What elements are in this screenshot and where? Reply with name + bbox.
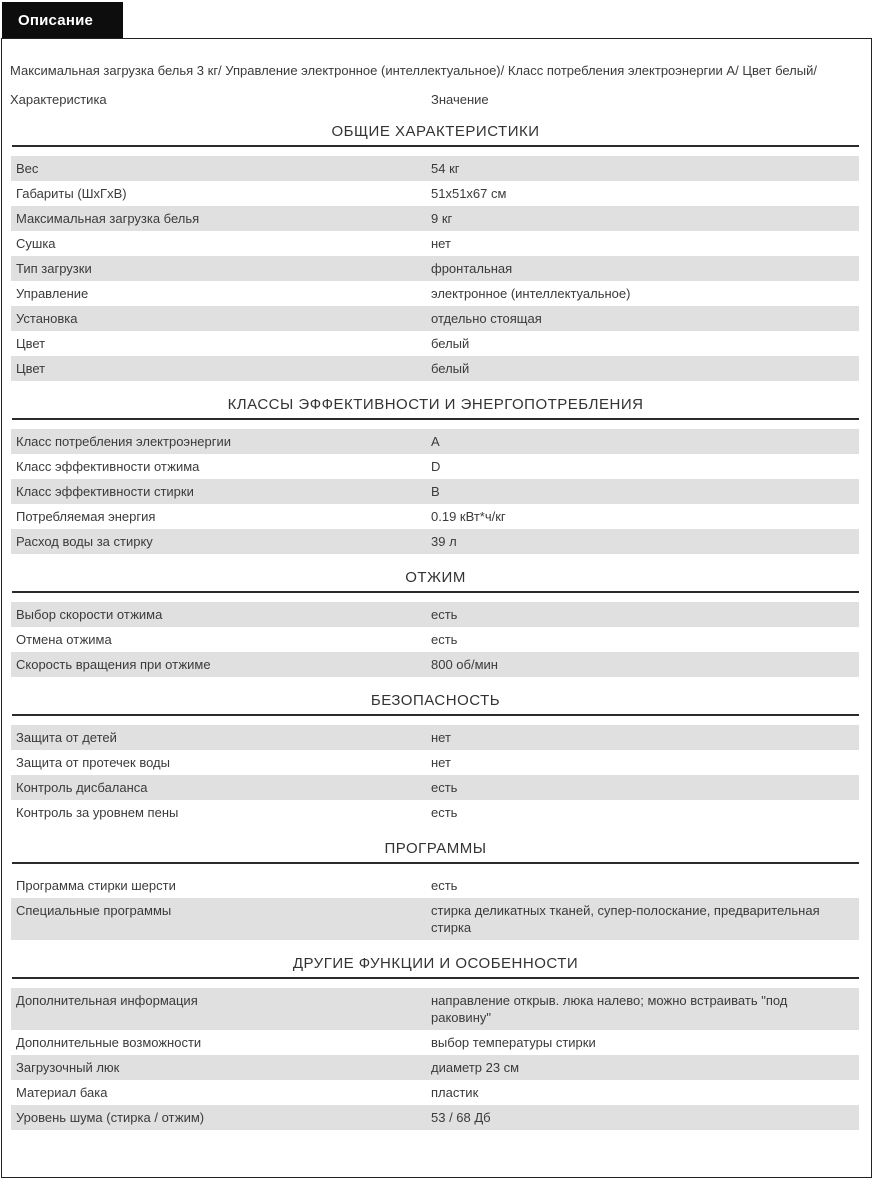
table-row bbox=[11, 206, 859, 231]
table-row bbox=[11, 750, 859, 775]
row-value: 800 об/мин bbox=[431, 657, 498, 672]
row-value: нет bbox=[431, 730, 451, 745]
row-value: отдельно стоящая bbox=[431, 311, 542, 326]
section-title: ДРУГИЕ ФУНКЦИИ И ОСОБЕННОСТИ bbox=[12, 956, 859, 979]
table-row bbox=[11, 873, 859, 898]
row-value: фронтальная bbox=[431, 261, 513, 276]
section-general-characteristics bbox=[2, 124, 871, 381]
row-value: D bbox=[431, 459, 441, 474]
row-value: 39 л bbox=[431, 534, 457, 549]
section-programs bbox=[2, 841, 871, 940]
section-other-features bbox=[2, 956, 871, 1130]
section-rows bbox=[11, 988, 859, 1130]
row-label: Управление bbox=[16, 286, 89, 301]
row-value: нет bbox=[431, 755, 451, 770]
description-panel bbox=[1, 38, 872, 1178]
row-value: стирка деликатных тканей, супер-полоскание, предварительная стирка bbox=[431, 903, 820, 935]
product-summary: Максимальная загрузка белья 3 кг/ Управление электронное (интеллектуальное)/ Класс потребления электроэнергии А/ Цвет белый/ bbox=[10, 63, 817, 78]
row-label: Расход воды за стирку bbox=[16, 534, 153, 549]
row-label: Материал бака bbox=[16, 1085, 108, 1100]
section-rows bbox=[11, 725, 859, 825]
row-value: есть bbox=[431, 780, 458, 795]
row-label: Тип загрузки bbox=[16, 261, 92, 276]
row-label: Дополнительная информация bbox=[16, 993, 198, 1008]
section-title: ПРОГРАММЫ bbox=[12, 841, 859, 864]
row-value: B bbox=[431, 484, 440, 499]
table-row bbox=[11, 1055, 859, 1080]
row-label: Дополнительные возможности bbox=[16, 1035, 202, 1050]
row-label: Класс эффективности стирки bbox=[16, 484, 194, 499]
row-label: Максимальная загрузка белья bbox=[16, 211, 200, 226]
table-row bbox=[11, 602, 859, 627]
row-value: диаметр 23 см bbox=[431, 1060, 520, 1075]
table-row bbox=[11, 331, 859, 356]
table-row bbox=[11, 356, 859, 381]
section-efficiency-classes bbox=[2, 397, 871, 554]
row-label: Защита от протечек воды bbox=[16, 755, 170, 770]
table-row bbox=[11, 800, 859, 825]
section-title: БЕЗОПАСНОСТЬ bbox=[12, 693, 859, 716]
tab-description-label: Описание bbox=[18, 11, 94, 29]
row-label: Сушка bbox=[16, 236, 56, 251]
row-label: Установка bbox=[16, 311, 78, 326]
table-header bbox=[10, 91, 859, 108]
table-row bbox=[11, 231, 859, 256]
row-value: 0.19 кВт*ч/кг bbox=[431, 509, 506, 524]
table-row bbox=[11, 181, 859, 206]
table-row bbox=[11, 1105, 859, 1130]
row-value: выбор температуры стирки bbox=[431, 1035, 596, 1050]
row-label: Класс потребления электроэнергии bbox=[16, 434, 231, 449]
section-rows bbox=[11, 156, 859, 381]
row-label: Класс эффективности отжима bbox=[16, 459, 200, 474]
table-row bbox=[11, 529, 859, 554]
table-row bbox=[11, 775, 859, 800]
table-row bbox=[11, 479, 859, 504]
section-spin bbox=[2, 570, 871, 677]
row-label: Контроль дисбаланса bbox=[16, 780, 148, 795]
row-label: Специальные программы bbox=[16, 903, 172, 918]
row-value: есть bbox=[431, 878, 458, 893]
row-value: 54 кг bbox=[431, 161, 460, 176]
row-value: 9 кг bbox=[431, 211, 453, 226]
row-label: Уровень шума (стирка / отжим) bbox=[16, 1110, 205, 1125]
tab-description[interactable] bbox=[2, 2, 123, 38]
row-value: A bbox=[431, 434, 440, 449]
table-row bbox=[11, 725, 859, 750]
table-row bbox=[11, 256, 859, 281]
table-row bbox=[11, 306, 859, 331]
row-value: 53 / 68 Дб bbox=[431, 1110, 491, 1125]
row-label: Контроль за уровнем пены bbox=[16, 805, 179, 820]
row-label: Выбор скорости отжима bbox=[16, 607, 163, 622]
table-row bbox=[11, 429, 859, 454]
table-row bbox=[11, 627, 859, 652]
table-row bbox=[11, 156, 859, 181]
section-rows bbox=[11, 602, 859, 677]
section-title: КЛАССЫ ЭФФЕКТИВНОСТИ И ЭНЕРГОПОТРЕБЛЕНИЯ bbox=[12, 397, 859, 420]
row-label: Скорость вращения при отжиме bbox=[16, 657, 211, 672]
row-label: Цвет bbox=[16, 361, 46, 376]
row-label: Отмена отжима bbox=[16, 632, 112, 647]
row-value: нет bbox=[431, 236, 451, 251]
row-value: направление открыв. люка налево; можно встраивать "под раковину" bbox=[431, 993, 788, 1025]
row-value: 51x51x67 см bbox=[431, 186, 507, 201]
section-rows bbox=[11, 429, 859, 554]
table-row bbox=[11, 1030, 859, 1055]
row-label: Цвет bbox=[16, 336, 46, 351]
row-value: белый bbox=[431, 336, 470, 351]
section-rows bbox=[11, 873, 859, 940]
section-title: ОБЩИЕ ХАРАКТЕРИСТИКИ bbox=[12, 124, 859, 147]
row-label: Вес bbox=[16, 161, 39, 176]
section-safety bbox=[2, 693, 871, 825]
row-value: есть bbox=[431, 632, 458, 647]
column-header-characteristic: Характеристика bbox=[10, 92, 107, 107]
row-label: Программа стирки шерсти bbox=[16, 878, 176, 893]
row-label: Габариты (ШхГхВ) bbox=[16, 186, 127, 201]
row-label: Потребляемая энергия bbox=[16, 509, 156, 524]
table-row bbox=[11, 281, 859, 306]
row-label: Загрузочный люк bbox=[16, 1060, 120, 1075]
table-row bbox=[11, 1080, 859, 1105]
column-header-value: Значение bbox=[431, 92, 489, 107]
table-row bbox=[11, 988, 859, 1030]
row-value: пластик bbox=[431, 1085, 479, 1100]
table-row bbox=[11, 652, 859, 677]
row-value: есть bbox=[431, 805, 458, 820]
row-value: есть bbox=[431, 607, 458, 622]
table-row bbox=[11, 898, 859, 940]
row-label: Защита от детей bbox=[16, 730, 117, 745]
section-title: ОТЖИМ bbox=[12, 570, 859, 593]
row-value: электронное (интеллектуальное) bbox=[431, 286, 631, 301]
table-row bbox=[11, 454, 859, 479]
row-value: белый bbox=[431, 361, 470, 376]
table-row bbox=[11, 504, 859, 529]
